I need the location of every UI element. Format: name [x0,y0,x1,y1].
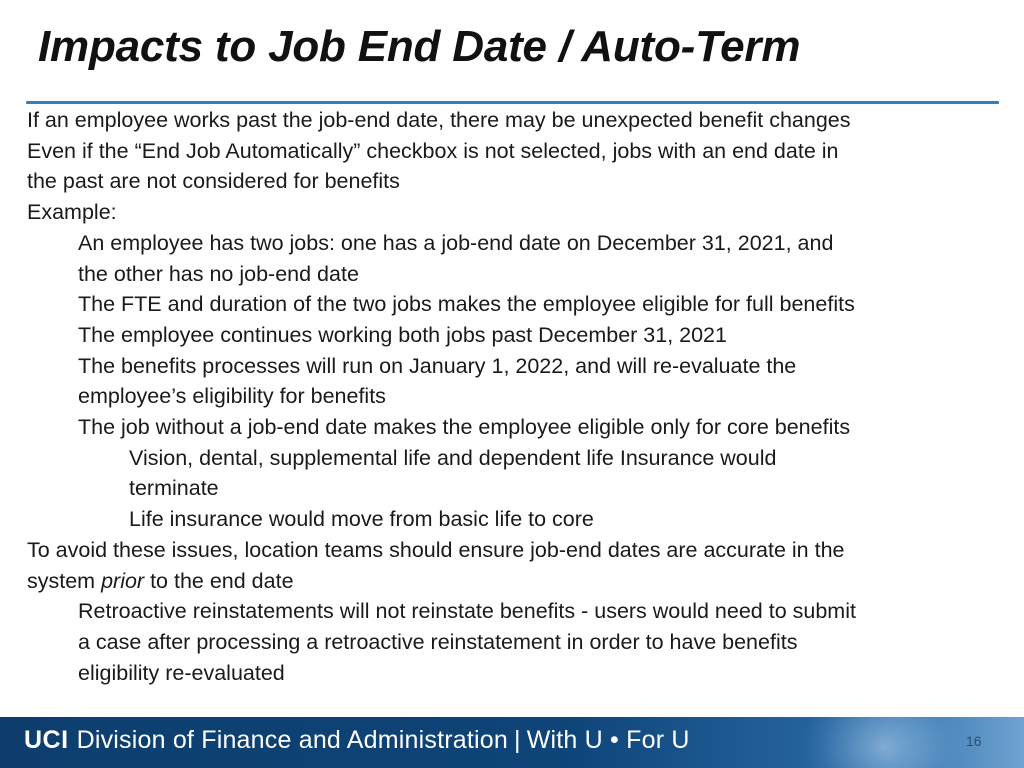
body-line: a case after processing a retroactive reinstatement in order to have benefits [78,629,798,654]
footer-tagline: With U • For U [526,726,690,754]
body-line: terminate [129,476,219,501]
uci-logo-text: UCI [24,726,69,754]
brand-separator: | [514,726,521,754]
body-line: Example: [27,200,117,225]
body-line: If an employee works past the job-end date, there may be unexpected benefit changes [27,108,851,132]
emphasis-text: prior [101,568,145,593]
body-line: employee’s eligibility for benefits [78,384,386,409]
body-text-segment: to the end date [144,568,294,593]
body-line: the past are not considered for benefits [27,169,400,194]
division-name: Division of Finance and Administration [76,726,508,754]
body-line: The employee continues working both jobs past December 31, 2021 [78,322,727,347]
slide-body [27,105,1012,688]
body-line: The FTE and duration of the two jobs makes the employee eligible for full benefits [78,292,855,317]
body-line: The benefits processes will run on January 1, 2022, and will re-evaluate the [78,353,797,378]
body-line: The job without a job-end date makes the employee eligible only for core benefits [78,415,851,440]
footer-brand [24,726,690,755]
body-text-segment: system [27,568,102,593]
body-line: Retroactive reinstatements will not reinstate benefits - users would need to submit [78,599,856,624]
body-line [27,566,1012,597]
page-number: 16 [966,733,982,749]
body-line: Even if the “End Job Automatically” checkbox is not selected, jobs with an end date in [27,138,839,163]
body-line: To avoid these issues, location teams should ensure job-end dates are accurate in the [27,537,845,562]
footer-glow-decoration [804,717,964,768]
body-line: Vision, dental, supplemental life and dependent life Insurance would [129,445,777,470]
footer-banner [0,717,1024,768]
body-line: eligibility re-evaluated [78,660,285,685]
slide-title: Impacts to Job End Date / Auto-Term [38,22,801,71]
title-divider [26,101,999,104]
body-line: Life insurance would move from basic life to core [129,507,594,532]
body-line: the other has no job-end date [78,261,359,286]
body-line: An employee has two jobs: one has a job-end date on December 31, 2021, and [78,230,834,255]
